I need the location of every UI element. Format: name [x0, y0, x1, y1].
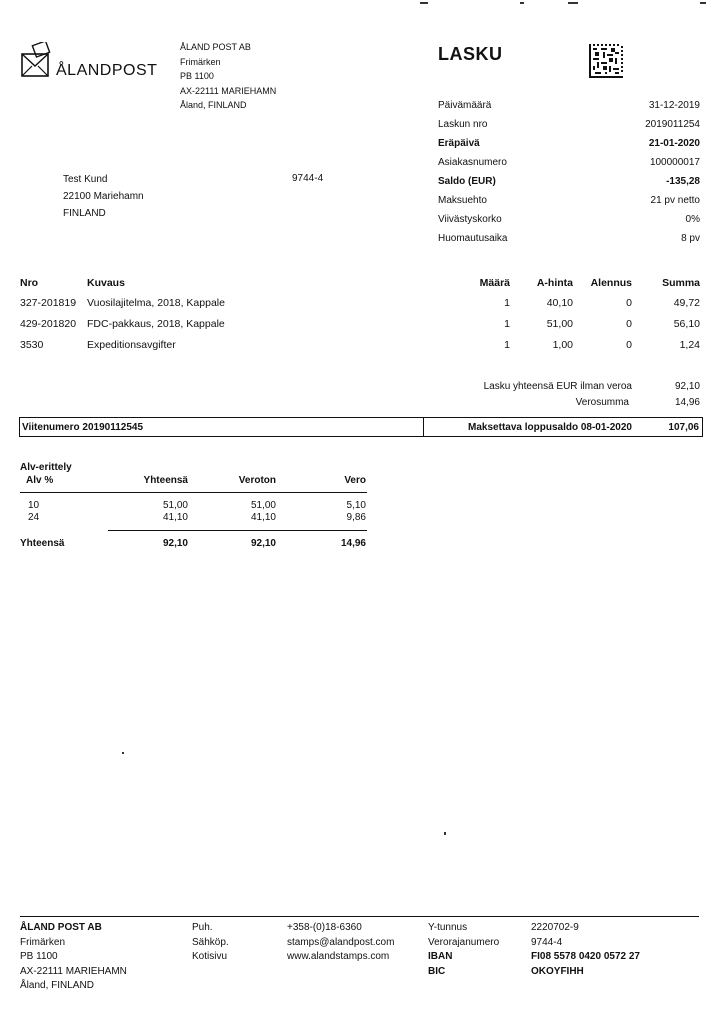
cell-ahinta: 51,00: [546, 318, 573, 330]
footer-bic-label: BIC: [428, 965, 446, 977]
payment-box-divider: [423, 418, 424, 436]
cell-ahinta: 1,00: [552, 339, 573, 351]
cell-kuvaus: FDC-pakkaus, 2018, Kappale: [87, 318, 225, 330]
col-header-summa: Summa: [662, 277, 700, 289]
cell-nro: 429-201820: [20, 318, 77, 330]
footer-website-label: Kotisivu: [192, 951, 228, 962]
items-header: [20, 277, 701, 297]
meta-value: 100000017: [649, 157, 700, 168]
cell-nro: 327-201819: [20, 297, 77, 309]
meta-label: Eräpäivä: [438, 138, 480, 149]
footer-email-label: Sähköp.: [192, 936, 229, 948]
table-row: [20, 339, 701, 359]
vat-sum-net: 92,10: [250, 538, 276, 549]
sender-line3: PB 1100: [180, 71, 214, 81]
recipient-address: [63, 171, 144, 222]
meta-label: Saldo (EUR): [438, 176, 496, 187]
footer-contact-labels: [192, 921, 229, 965]
cell-ahinta: 40,10: [546, 297, 573, 309]
footer-company: [20, 921, 127, 994]
footer-website-link[interactable]: www.alandstamps.com: [287, 951, 390, 962]
vat-header-underline: [20, 492, 367, 493]
footer-company-line: PB 1100: [20, 951, 58, 962]
footer-company-line: Frimärken: [20, 936, 66, 948]
company-logo: [20, 42, 158, 81]
meta-label: Laskun nro: [438, 119, 488, 130]
footer-tax-number: 9744-4: [531, 936, 563, 948]
meta-row-due-date: [438, 138, 700, 157]
col-header-nro: Nro: [20, 277, 39, 289]
meta-value: 21-01-2020: [648, 138, 700, 149]
sender-name: ÅLAND POST AB: [180, 42, 251, 52]
footer-id-labels: [428, 921, 499, 979]
cell-maara: 1: [504, 318, 510, 330]
footer-company-name: ÅLAND POST AB: [20, 922, 102, 933]
meta-value: 31-12-2019: [648, 100, 700, 111]
meta-row-invoice-number: [438, 119, 700, 138]
footer-phone: +358-(0)18-6360: [287, 922, 362, 933]
footer-id-values: [531, 921, 640, 979]
footer-bic: OKOYFIHH: [531, 965, 584, 977]
meta-label: Huomautusaika: [438, 233, 508, 244]
meta-row-payment-terms: [438, 195, 700, 214]
cell-alennus: 0: [626, 339, 632, 351]
recipient-postal: 22100 Mariehamn: [63, 191, 144, 202]
vat-sum-line: [108, 530, 367, 531]
meta-value: -135,28: [666, 176, 700, 187]
recipient-reference: 9744-4: [292, 173, 324, 184]
footer-business-id-label: Y-tunnus: [428, 922, 468, 933]
datamatrix-code-icon: [589, 44, 623, 78]
vat-sum-label: Yhteensä: [20, 538, 65, 549]
tax-total-label: Verosumma: [575, 397, 629, 408]
cell-maara: 1: [504, 339, 510, 351]
footer-phone-label: Puh.: [192, 922, 213, 933]
footer-divider: [20, 916, 699, 917]
meta-row-date: [438, 100, 700, 119]
vat-cell-tax: 9,86: [346, 512, 366, 523]
vat-cell-rate: 10: [28, 500, 40, 511]
vat-cell-net: 51,00: [250, 500, 276, 511]
footer-contact-values: [287, 921, 394, 965]
table-row: [20, 297, 701, 317]
vat-cell-rate: 24: [28, 512, 40, 523]
footer-tax-number-label: Verorajanumero: [428, 936, 500, 948]
vat-header-net: Veroton: [238, 475, 276, 486]
reference-number: Viitenumero 20190112545: [22, 422, 144, 433]
net-total-label: Lasku yhteensä EUR ilman veroa: [483, 381, 632, 392]
meta-row-late-interest: [438, 214, 700, 233]
table-row: [20, 318, 701, 338]
cell-alennus: 0: [626, 297, 632, 309]
meta-label: Maksuehto: [438, 195, 487, 206]
cell-maara: 1: [504, 297, 510, 309]
sender-address: [180, 40, 276, 113]
vat-title: Alv-erittely: [20, 462, 72, 473]
footer-business-id: 2220702-9: [531, 922, 579, 933]
vat-sum-tax: 14,96: [340, 538, 366, 549]
vat-header-total: Yhteensä: [143, 475, 188, 486]
meta-value: 2019011254: [645, 119, 700, 130]
meta-value: 8 pv: [681, 233, 700, 244]
vat-cell-net: 41,10: [250, 512, 276, 523]
meta-label: Asiakasnumero: [438, 157, 507, 168]
vat-cell-total: 41,10: [162, 512, 188, 523]
cell-summa: 1,24: [679, 339, 700, 351]
sender-line5: Åland, FINLAND: [180, 100, 247, 110]
footer-company-line: Åland, FINLAND: [20, 980, 94, 991]
footer-iban: FI08 5578 0420 0572 27: [531, 951, 640, 962]
logo-text: ÅLANDPOST: [56, 62, 158, 79]
cell-nro: 3530: [20, 339, 44, 351]
cell-alennus: 0: [626, 318, 632, 330]
cell-kuvaus: Expeditionsavgifter: [87, 339, 176, 351]
amount-due-label: Maksettava loppusaldo 08-01-2020: [468, 422, 632, 433]
cell-summa: 56,10: [673, 318, 700, 330]
recipient-name: Test Kund: [63, 174, 108, 185]
meta-value: 0%: [685, 214, 700, 225]
vat-header-rate: Alv %: [26, 475, 54, 486]
col-header-kuvaus: Kuvaus: [87, 277, 125, 289]
footer-company-line: AX-22111 MARIEHAMN: [20, 965, 127, 977]
col-header-maara: Määrä: [479, 277, 510, 289]
vat-sum-total: 92,10: [162, 538, 188, 549]
meta-label: Viivästyskorko: [438, 214, 502, 225]
col-header-alennus: Alennus: [590, 277, 632, 289]
meta-label: Päivämäärä: [438, 100, 492, 111]
meta-value: 21 pv netto: [650, 195, 700, 206]
recipient-country: FINLAND: [63, 208, 106, 219]
amount-due-value: 107,06: [668, 422, 699, 433]
vat-header-tax: Vero: [344, 475, 366, 486]
cell-kuvaus: Vuosilajitelma, 2018, Kappale: [87, 297, 225, 309]
cell-summa: 49,72: [673, 297, 700, 309]
sender-line4: AX-22111 MARIEHAMN: [180, 85, 277, 96]
footer-iban-label: IBAN: [428, 951, 453, 962]
vat-cell-tax: 5,10: [346, 500, 366, 511]
document-title: LASKU: [438, 44, 503, 64]
meta-row-notice-period: [438, 233, 700, 252]
meta-row-balance: [438, 176, 700, 195]
footer-email-link[interactable]: stamps@alandpost.com: [287, 936, 395, 948]
col-header-ahinta: A-hinta: [536, 277, 573, 289]
tax-total-value: 14,96: [674, 397, 700, 408]
meta-row-customer-number: [438, 157, 700, 176]
logo-envelope-icon: [20, 42, 54, 78]
vat-cell-total: 51,00: [162, 500, 188, 511]
sender-line2: Frimärken: [180, 56, 221, 67]
net-total-value: 92,10: [674, 381, 700, 392]
